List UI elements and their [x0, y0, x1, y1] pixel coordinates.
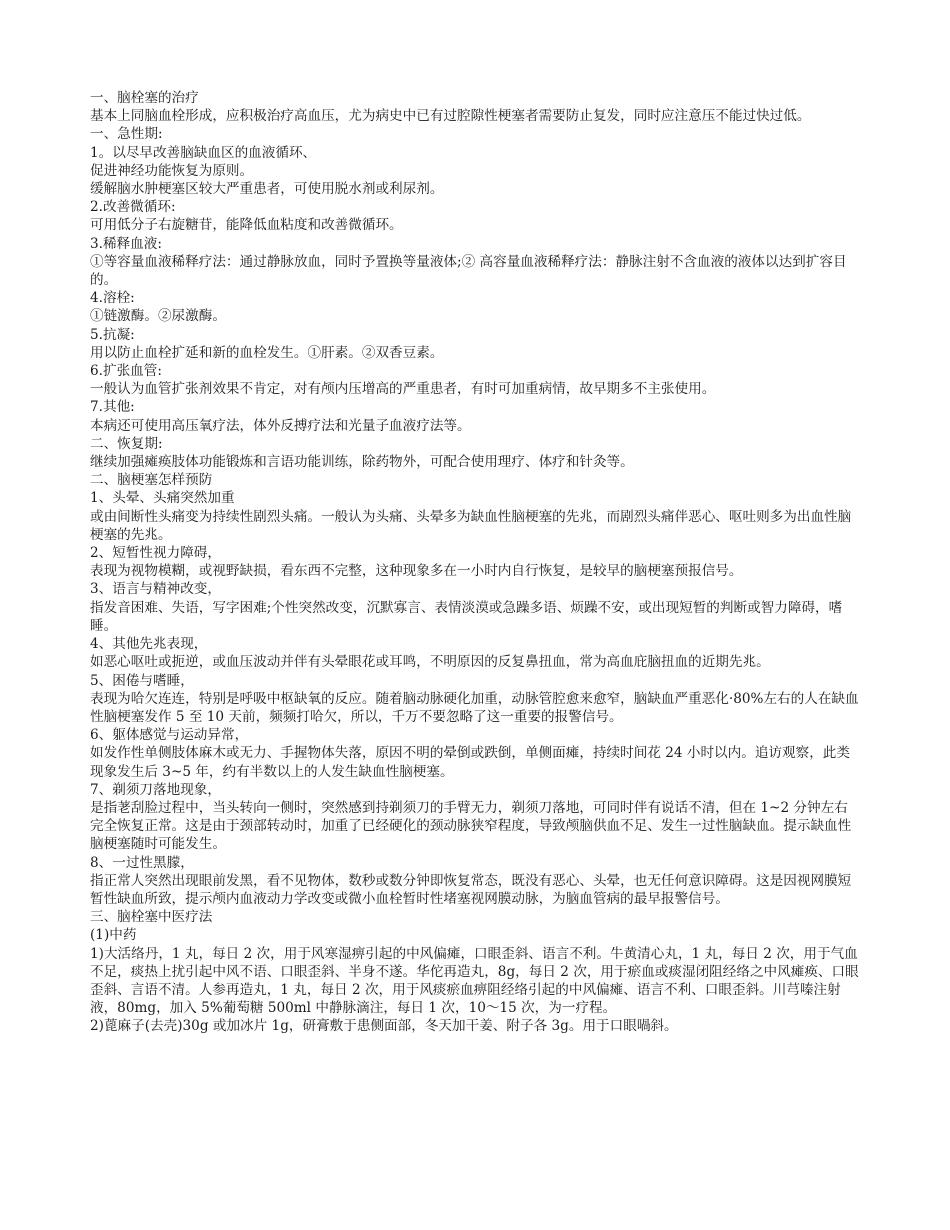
list-item-heading: 2、短暂性视力障碍， [90, 545, 221, 562]
paragraph: 一般认为血管扩张剂效果不肯定，对有颅内压增高的严重患者，有时可加重病情，故早期多不主张使用。 [90, 381, 716, 398]
paragraph: 促进神经功能恢复为原则。 [90, 162, 254, 179]
paragraph: 如恶心呕吐或扼逆，或血压波动并伴有头晕眼花或耳鸣，不明原因的反复鼻扭血，常为高血庇脑扭血的近期先兆。 [90, 654, 770, 671]
paragraph: 1)大活络丹，1 丸，每日 2 次，用于风寒湿痹引起的中风偏瘫，口眼歪斜、语言不利。牛黄清心丸，1 丸，每日 2 次，用于气血不足，痰热上扰引起中风不语、口眼歪斜、半身不遂。华佗再造丸，8g，每日 2 次，用于瘀血或痰湿闭阻经络之中风瘫痪、口眼歪斜、言语不清。人参再造丸，1 丸，每日 2 次，用于风痰瘀血痹阻经络引起的中风偏瘫、语言不利、口眼歪斜。川芎嗪注射液，80mg，加入 5%葡萄糖 500ml 中静脉滴注，每日 1 次，10～15 次，为一疗程。 [90, 945, 859, 1017]
list-item-heading: 7、剃须刀落地现象， [90, 781, 221, 798]
paragraph: 表现为视物模糊，或视野缺损，看东西不完整，这种现象多在一小时内自行恢复，是较早的脑梗塞预报信号。 [90, 563, 743, 580]
section-heading-acute-phase: 一、急性期: [90, 126, 163, 143]
heading-embolism-treatment: 一、脑栓塞的治疗 [90, 90, 199, 106]
paragraph: ①链激酶。②尿激酶。 [90, 308, 226, 325]
paragraph: 可用低分子右旋糖苷，能降低血粘度和改善微循环。 [90, 217, 403, 234]
list-item-heading: 6、躯体感觉与运动异常， [90, 727, 249, 744]
paragraph: 指正常人突然出现眼前发黑，看不见物体，数秒或数分钟即恢复常态，既没有恶心、头晕，也无任何意识障碍。这是因视网膜短暂性缺血所致，提示颅内血液动力学改变或微小血栓暂时性堵塞视网膜动脉，为脑血管病的最早报警信号。 [90, 872, 852, 907]
paragraph: 缓解脑水肿梗塞区较大严重患者，可使用脱水剂或利尿剂。 [90, 181, 444, 198]
paragraph: ①等容量血液稀释疗法：通过静脉放血，同时予置换等量液体;② 高容量血液稀释疗法：静脉注射不含血液的液体以达到扩容目的。 [90, 253, 847, 289]
heading-prevention: 二、脑梗塞怎样预防 [90, 472, 213, 489]
list-item-heading: 4.溶栓: [90, 290, 135, 307]
list-item-heading: 5.抗凝: [90, 326, 135, 343]
list-item-heading: 2.改善微循环: [90, 199, 176, 216]
document-body [90, 89, 860, 1036]
list-item-heading: 8、一过性黑朦， [90, 854, 194, 871]
list-item-heading: 7.其他: [90, 399, 135, 416]
paragraph: 2)蓖麻子(去壳)30g 或加冰片 1g，研膏敷于患侧面部，冬天加干姜、附子各 3g。用于口眼喎斜。 [90, 1018, 678, 1035]
list-item-heading: 1、头晕、头痛突然加重 [90, 490, 235, 507]
list-item-heading: 3、语言与精神改变， [90, 581, 221, 598]
subheading-chinese-medicine: (1)中药 [90, 927, 137, 944]
paragraph: 基本上同脑血栓形成，应积极治疗高血压，尤为病史中已有过腔隙性梗塞者需要防止复发，同时应注意压不能过快过低。 [90, 108, 811, 125]
paragraph: 或由间断性头痛变为持续性剧烈头痛。一般认为头痛、头晕多为缺血性脑梗塞的先兆，而剧烈头痛伴恶心、呕吐则多为出血性脑梗塞的先兆。 [90, 508, 852, 543]
section-heading-recovery-phase: 二、恢复期: [90, 435, 163, 452]
paragraph: 用以防止血栓扩延和新的血栓发生。①肝素。②双香豆素。 [90, 344, 444, 361]
list-item-heading: 6.扩张血管: [90, 363, 162, 380]
paragraph: 指发音困难、失语，写字困难;个性突然改变，沉默寡言、表情淡漠或急躁多语、烦躁不安，或出现短暂的判断或智力障碍，嗜睡。 [90, 599, 843, 634]
paragraph: 如发作性单侧肢体麻木或无力、手握物体失落，原因不明的晕倒或跌倒，单侧面瘫，持续时间花 24 小时以内。追访观察，此类现象发生后 3~5 年，约有半数以上的人发生缺血性脑梗塞。 [90, 745, 850, 780]
paragraph: 是指荖刮脸过程中，当头转向一侧时，突然感到持剃须刀的手臂无力，剃须刀落地，可同时伴有说话不清，但在 1~2 分钟左右完全恢复正常。这是由于颈部转动时，加重了已经硬化的颈动脉狭窄程度，导致颅脑供血不足、发生一过性脑缺血。提示缺血性脑梗塞随时可能发生。 [90, 799, 852, 853]
paragraph: 继续加强瘫痪肢体功能锻炼和言语功能训练，除药物外，可配合使用理疗、体疗和针灸等。 [90, 454, 634, 471]
paragraph: 表现为哈欠连连，特别是呼吸中枢缺氧的反应。随着脑动脉硬化加重，动脉管腔愈来愈窄，脑缺血严重恶化·80%左右的人在缺血性脑梗塞发作 5 至 10 天前，频频打哈欠，所以，千万不要忽略了这一重要的报警信号。 [90, 690, 859, 725]
list-item-heading: 3.稀释血液: [90, 235, 162, 252]
heading-tcm-therapy: 三、脑栓塞中医疗法 [90, 909, 213, 926]
paragraph: 本病还可使用高压氧疗法，体外反搏疗法和光量子血液疗法等。 [90, 417, 471, 434]
list-item-heading: 4、其他先兆表现， [90, 636, 208, 653]
list-item-heading: 5、困倦与嗜睡， [90, 672, 194, 689]
list-item: 1。以尽早改善脑缺血区的血液循环、 [90, 144, 317, 161]
